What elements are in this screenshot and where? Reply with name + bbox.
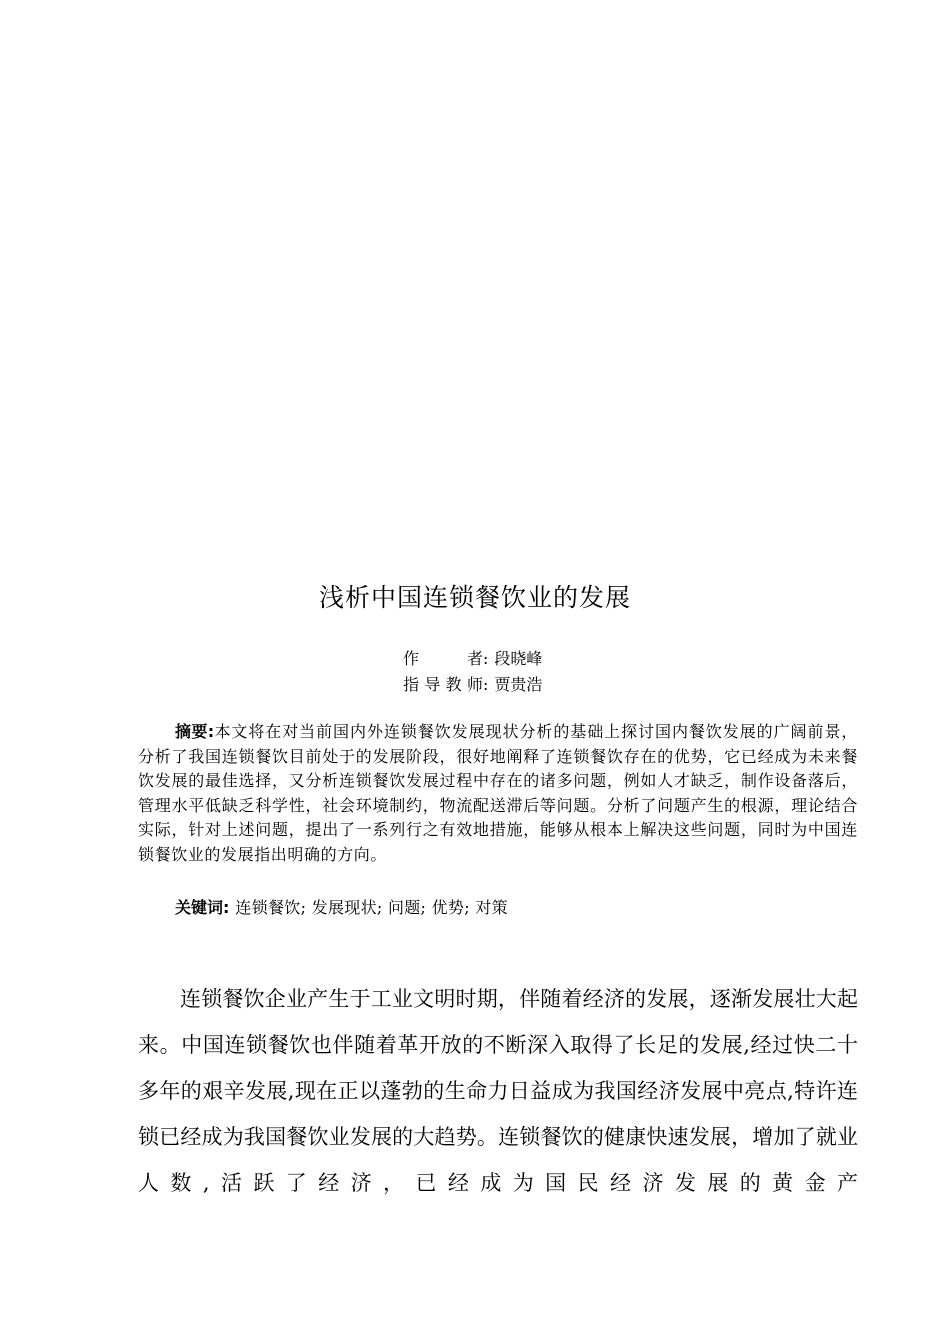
advisor-line <box>403 674 803 696</box>
keywords-list: 连锁餐饮; 发展现状; 问题; 优势; 对策 <box>235 898 508 917</box>
advisor-colon: : <box>483 675 489 694</box>
advisor-label: 指导教师 <box>403 675 483 694</box>
abstract-text: 本文将在对当前国内外连锁餐饮发展现状分析的基础上探讨国内餐饮发展的广阔前景，分析了我国连锁餐饮目前处于的发展阶段，很好地阐释了连锁餐饮存在的优势，它已经成为未来餐饮发展的最佳选择，又分析连锁餐饮发展过程中存在的诸多问题，例如人才缺乏，制作设备落后，管理水平低缺乏科学性，社会环境制约，物流配送滞后等问题。分析了问题产生的根源，理论结合实际，针对上述问题，提出了一系列行之有效地措施，能够从根本上解决这些问题，同时为中国连锁餐饮业的发展指出明确的方向。 <box>138 722 858 864</box>
author-name: 段晓峰 <box>494 649 543 668</box>
abstract-label: 摘要: <box>175 722 215 741</box>
paper-title: 浅析中国连锁餐饮业的发展 <box>318 583 631 612</box>
advisor-name: 贾贵浩 <box>494 675 543 694</box>
author-label: 作 者 <box>403 649 483 668</box>
body-paragraph: 连锁餐饮企业产生于工业文明时期，伴随着经济的发展，逐渐发展壮大起来。中国连锁餐饮也伴随着革开放的不断深入取得了长足的发展,经过快二十多年的艰辛发展,现在正以蓬勃的生命力日益成为我国经济发展中亮点,特许连锁已经成为我国餐饮业发展的大趋势。连锁餐饮的健康快速发展，增加了就业人数,活跃了经济，已经成为国民经济发展的黄金产 <box>138 987 858 1195</box>
abstract-paragraph <box>138 720 858 868</box>
keywords-label: 关键词: <box>175 898 230 917</box>
author-line <box>403 648 803 670</box>
author-colon: : <box>483 649 489 668</box>
keywords-line <box>175 896 508 920</box>
